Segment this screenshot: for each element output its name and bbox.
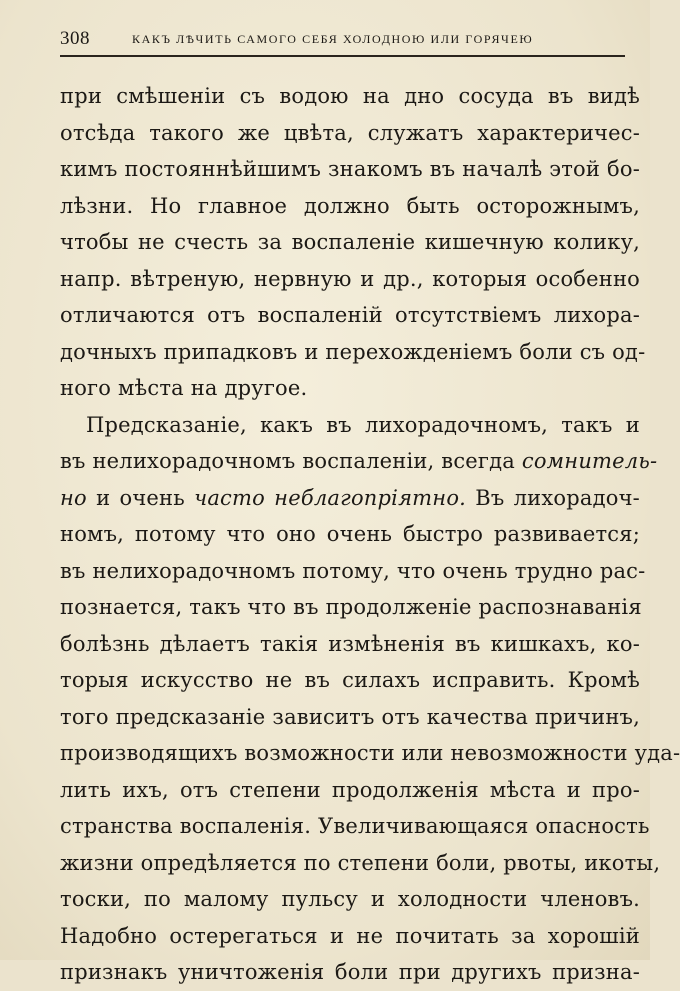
text-line: торыя искусство не въ силахъ исправить. Кромѣ bbox=[60, 668, 640, 692]
text-segment: въ нелихорадочномъ воспаленіи, всегда bbox=[60, 449, 515, 473]
text-line: дочныхъ припадковъ и перехожденіемъ боли съ од- bbox=[60, 339, 646, 364]
text-line: номъ, потому что оно очень быстро развивается; bbox=[60, 522, 640, 546]
text-line: Предсказаніе, какъ въ лихорадочномъ, такъ и bbox=[86, 412, 640, 437]
text-line: напр. вѣтреную, нервную и др., которыя особенно bbox=[60, 266, 640, 291]
text-line: производящихъ возможности или невозможности уда- bbox=[60, 741, 680, 765]
text-line: чтобы не счесть за воспаленіе кишечную колику, bbox=[60, 230, 640, 254]
text-line bbox=[60, 480, 640, 517]
text-line: при смѣшеніи съ водою на дно сосуда въ видѣ bbox=[60, 84, 640, 108]
text-line: того предсказаніе зависитъ отъ качества причинъ, bbox=[60, 704, 640, 729]
text-line bbox=[60, 443, 658, 480]
italic-text: сомнитель- bbox=[521, 449, 658, 473]
page-number: 308 bbox=[60, 28, 90, 49]
text-line: признакъ уничтоженія боли при другихъ призна- bbox=[60, 960, 640, 984]
italic-text: часто неблагопріятно. bbox=[194, 485, 467, 510]
text-line: лить ихъ, отъ степени продолженія мѣста и про- bbox=[60, 777, 640, 802]
text-line: болѣзнь дѣлаетъ такія измѣненія въ кишкахъ, ко- bbox=[60, 631, 640, 656]
text-segment: Въ лихорадоч- bbox=[475, 485, 640, 510]
text-line: отличаются отъ воспаленій отсутствіемъ лихора- bbox=[60, 303, 640, 327]
text-line: жизни опредѣляется по степени боли, рвоты, икоты, bbox=[60, 850, 661, 875]
page-header bbox=[60, 26, 625, 52]
text-line: странства воспаленія. Увеличивающаяся опасность bbox=[60, 814, 650, 838]
text-line: лѣзни. Но главное должно быть осторожнымъ, bbox=[60, 193, 640, 218]
body-text bbox=[60, 78, 680, 991]
text-line: познается, такъ что въ продолженіе распознаванія bbox=[60, 595, 642, 619]
text-segment: и очень bbox=[96, 485, 185, 510]
text-line: ного мѣста на другое. bbox=[60, 376, 308, 400]
running-title: КАКЪ ЛѢЧИТЬ САМОГО СЕБЯ ХОЛОДНОЮ ИЛИ ГОРЯЧЕЮ bbox=[132, 32, 534, 46]
text-line: отсѣда такого же цвѣта, служатъ характеричес- bbox=[60, 120, 640, 145]
text-line: Надобно остерегаться и не почитать за хорошій bbox=[60, 923, 640, 948]
text-line: въ нелихорадочномъ потому, что очень трудно рас- bbox=[60, 558, 646, 583]
text-line: тоски, по малому пульсу и холодности членовъ. bbox=[60, 887, 640, 911]
text-line: кимъ постояннѣйшимъ знакомъ въ началѣ этой бо- bbox=[60, 157, 640, 181]
italic-text: но bbox=[60, 485, 87, 510]
header-rule bbox=[60, 55, 625, 57]
